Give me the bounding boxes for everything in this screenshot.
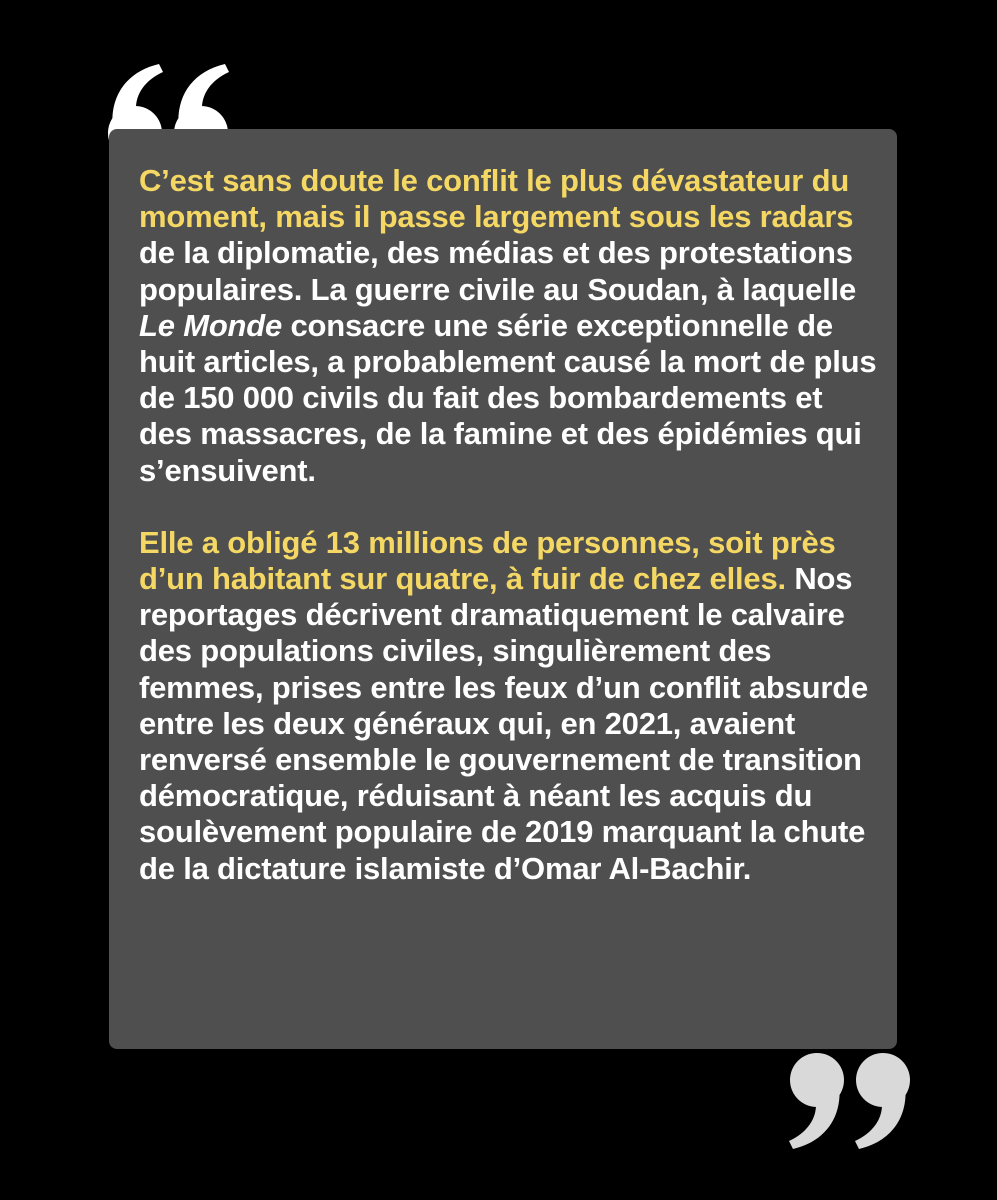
- quote-text: [139, 163, 879, 887]
- highlight-1: C’est sans doute le conflit le plus dévastateur du moment, mais il passe largement sous les radars: [139, 163, 854, 235]
- publication-title: Le Monde: [139, 307, 283, 343]
- highlight-2: Elle a obligé 13 millions de personnes, soit près d’un habitant sur quatre, à fuir de chez elles.: [139, 524, 836, 597]
- paragraph-2: [139, 525, 879, 887]
- paragraph-1-text-a: de la diplomatie, des médias et des protestations populaires. La guerre civile au Soudan, à laquelle: [139, 235, 857, 307]
- paragraph-1-text-b: consacre une série exceptionnelle de huit articles, a probablement causé la mort de plus de 150 000 civils du fait des bombardements et des massacres, de la famine et des épidémies qui s’ensuivent.: [139, 307, 877, 488]
- paragraph-2-text: Nos reportages décrivent dramatiquement le calvaire des populations civiles, singulièrement des femmes, prises entre les feux d’un conflit absurde entre les deux généraux qui, en 2021, avaient renversé ensemble le gouvernement de transition démocratique, réduisant à néant les acquis du soulèvement populaire de 2019 marquant la chute de la dictature islamiste d’Omar Al-Bachir.: [139, 561, 869, 886]
- paragraph-1: [139, 163, 879, 489]
- close-quote-icon: [785, 1045, 915, 1155]
- quote-box: [109, 129, 897, 1049]
